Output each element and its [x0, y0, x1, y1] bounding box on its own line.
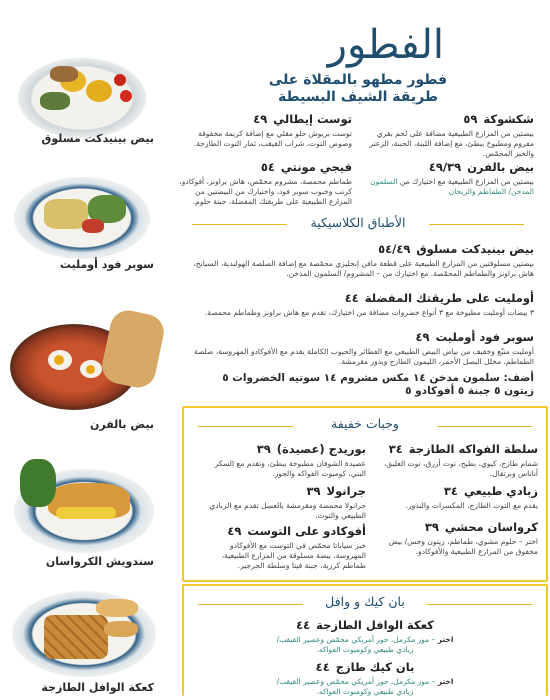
- menu-item: [359, 108, 534, 159]
- item-desc: اختر – حلوم مشوي، طماطم، زيتون وخس/ بيض مخفوق من المزارع الطبيعية والأفوكادو.: [388, 537, 538, 556]
- subtitle-line-2: طريقة الشيف البسيطة: [277, 89, 438, 105]
- item-name: فيجي مونتي: [280, 160, 352, 174]
- option-lead: اختر: [437, 635, 454, 644]
- item-price: ٤٩: [227, 524, 242, 538]
- item-desc: [184, 677, 546, 697]
- item-desc: ٣ بيضات أومليت مطبوخة مع ٣ أنواع خضروات مضافة من اختيارك، تقدم مع هاش براونز وطماطم محمصة.: [204, 308, 534, 317]
- section-divider: [198, 604, 303, 605]
- menu-item: [177, 156, 352, 207]
- section-divider: [198, 426, 293, 427]
- item-desc-highlight: السلمون المدخن/ الطماطم والريحان: [370, 177, 534, 196]
- item-desc: جرانولا محمصة ومقرمشة بالعسل تقدم مع الزبادي الطبيعي والتوت.: [209, 501, 366, 520]
- menu-item: [184, 614, 546, 655]
- menu-item: [376, 516, 538, 557]
- menu-item: [196, 438, 366, 479]
- item-price: ٣٩: [256, 442, 271, 456]
- option-1: – موز مكرمل، جوز أمريكي محمّص وعصير القيقب/: [276, 635, 436, 644]
- item-name: توست إيطالي: [273, 112, 352, 126]
- item-desc: توست بريوش حلو مقلي مع إضافة كريمة مخفوقة وصوص التوت، شراب القيقب، ثمار التوت الطازجة.: [193, 129, 352, 148]
- photo-baked-eggs: [4, 310, 160, 430]
- item-price: ٣٤: [443, 484, 458, 498]
- photo-eggs-benedict: [4, 50, 160, 150]
- photo-waffle: [4, 585, 160, 700]
- item-desc: عصيدة الشوفان مطبوخة ببطئ، وتقدم مع السكر البني، كومبوت الفواكه والجوز.: [214, 459, 366, 478]
- item-desc: أومليت متبّع وخفيف من بياض البيض الطبيعي مع الفطائر والحبوب الكاملة يقدم مع الأفوكادو المهروسة، صلصة الطماطم، مخلل البصل الأحمر، الليمون الطازج وبذور مقرمشة.: [194, 347, 534, 366]
- item-price: ٣٩: [424, 520, 439, 534]
- photo-caption: بيض بالفرن: [90, 418, 154, 431]
- item-desc: خبز سياباتا محمّص في التوست مع الأفوكادو المهروسة، بيضة مسلوقة من المزارع الطبيعية، طماطم كرزية، جبنة فيتا وسلطة الجرجير.: [221, 541, 366, 570]
- item-desc-text: بيضتين من المزارع الطبيعية مع اختيارك من: [399, 177, 534, 186]
- menu-item: [177, 108, 352, 149]
- option-2: زبادي طبيعي وكومبوت الفواكه.: [316, 645, 414, 654]
- item-name: كعكة الوافل الطازجة: [316, 618, 434, 632]
- addons-line: أضف: سلمون مدخن ١٤ مكس مشروم ١٤ سوتيه الخضروات ٥ زيتون ٥ جبنة ٥ أفوكادو ٥: [222, 372, 534, 397]
- photo-croissant-sandwich: [4, 455, 160, 575]
- item-price: ٤٤: [315, 660, 330, 674]
- item-name: جرانولا: [326, 484, 366, 498]
- menu-item: [196, 520, 366, 571]
- menu-item: [196, 480, 366, 521]
- menu-item: [376, 438, 538, 479]
- item-name: سوبر فود أومليت: [435, 330, 534, 344]
- option-lead: اختر: [437, 677, 454, 686]
- option-1: – موز مكرمل، جوز أمريكي محمّص وعصير القيقب/: [276, 677, 436, 686]
- subtitle-line-1: فطور مطهو بالمقلاة على: [268, 72, 448, 88]
- photo-caption: كعكة الوافل الطازجة: [41, 681, 154, 694]
- menu-item: [376, 480, 538, 511]
- menu-item: [178, 287, 534, 318]
- item-desc: بيضتين مسلوقتين من المزارع الطبيعية على قطعة مافن إنجليزي محمّصة مع إضافة الصلصة الهولندية، السبانخ، هاش براونز والطماطم المحمّصة. مع اختيارك من – المشروم/ السلمون المدخن.: [193, 259, 534, 278]
- item-desc: [359, 177, 534, 197]
- item-desc: يقدم مع التوت الطازج، المكسرات والبذور.: [405, 501, 538, 510]
- item-price: ٣٤: [388, 442, 403, 456]
- item-name: بان كيك طازج: [335, 660, 415, 674]
- page-title: الفطور: [327, 22, 444, 68]
- pancakes-box: [182, 584, 548, 696]
- section-divider: [437, 426, 532, 427]
- item-price: ٤٤: [344, 291, 359, 305]
- item-name: أفوكادو على التوست: [247, 524, 366, 538]
- item-desc: بيضتين من المزارع الطبيعية مضافة على لحم بقري مفروم ومطبوخ ببطئ، مع إضافة اللبنة، الجبنة، الزعتر والخبز المحمّص.: [369, 129, 534, 158]
- item-price: ٤٤: [296, 618, 311, 632]
- section-title-pancakes: بان كيك و وافل: [325, 594, 405, 609]
- photo-caption: سوبر فود أومليت: [59, 258, 154, 271]
- item-desc: [184, 635, 546, 655]
- menu-item: [359, 156, 534, 197]
- option-2: زبادي طبيعي وكومبوت الفواكه.: [316, 687, 414, 696]
- light-meals-box: [182, 406, 548, 582]
- item-price: ٣٩: [306, 484, 321, 498]
- section-title-classics: الأطباق الكلاسيكية: [310, 215, 406, 230]
- photo-superfood-omelette: [4, 175, 160, 275]
- item-name: زبادي طبيعي: [463, 484, 538, 498]
- item-name: سلطة الفواكه الطازجة: [408, 442, 538, 456]
- item-price: ٥٤/٤٩: [378, 242, 411, 256]
- item-price: ٤٩: [415, 330, 430, 344]
- item-desc: طماطم محمصة، مشروم محمّص، هاش براونز، أفوكادو، كرنب وخبوب سوبر فود، واختيارك من البيضتين من المزارع الطبيعية على طريقتك المفضلة، جبنة حلوم.: [179, 177, 352, 206]
- menu-column: [172, 0, 544, 700]
- section-title-light-meals: وجبات خفيفة: [331, 416, 399, 431]
- item-name: شكشوكة: [483, 112, 534, 126]
- item-price: ٥٩: [463, 112, 478, 126]
- item-price: ٥٤: [260, 160, 275, 174]
- menu-item: [178, 326, 534, 367]
- item-name: كرواسان محشي: [444, 520, 538, 534]
- item-name: بيض بالفرن: [467, 160, 534, 174]
- item-price: ٤٩/٣٩: [428, 160, 462, 174]
- menu-item: [178, 238, 534, 279]
- item-name: بيض بينيدكت مسلوق: [416, 242, 534, 256]
- item-desc: شمام طازج، كيوي، بطيخ، توت أزرق، توت العليق، أناناس وبرتقال.: [383, 459, 538, 478]
- menu-item: [184, 656, 546, 697]
- photo-caption: سندويش الكرواسان: [45, 555, 154, 568]
- photo-column: [0, 40, 160, 700]
- section-divider: [427, 604, 532, 605]
- item-name: أومليت على طريقتك المفضلة: [364, 291, 534, 305]
- item-name: بوريدج (عصيدة): [276, 442, 366, 456]
- photo-caption: بيض بينيدكت مسلوق: [41, 132, 154, 145]
- page-subtitle: [172, 72, 544, 106]
- item-price: ٤٩: [253, 112, 268, 126]
